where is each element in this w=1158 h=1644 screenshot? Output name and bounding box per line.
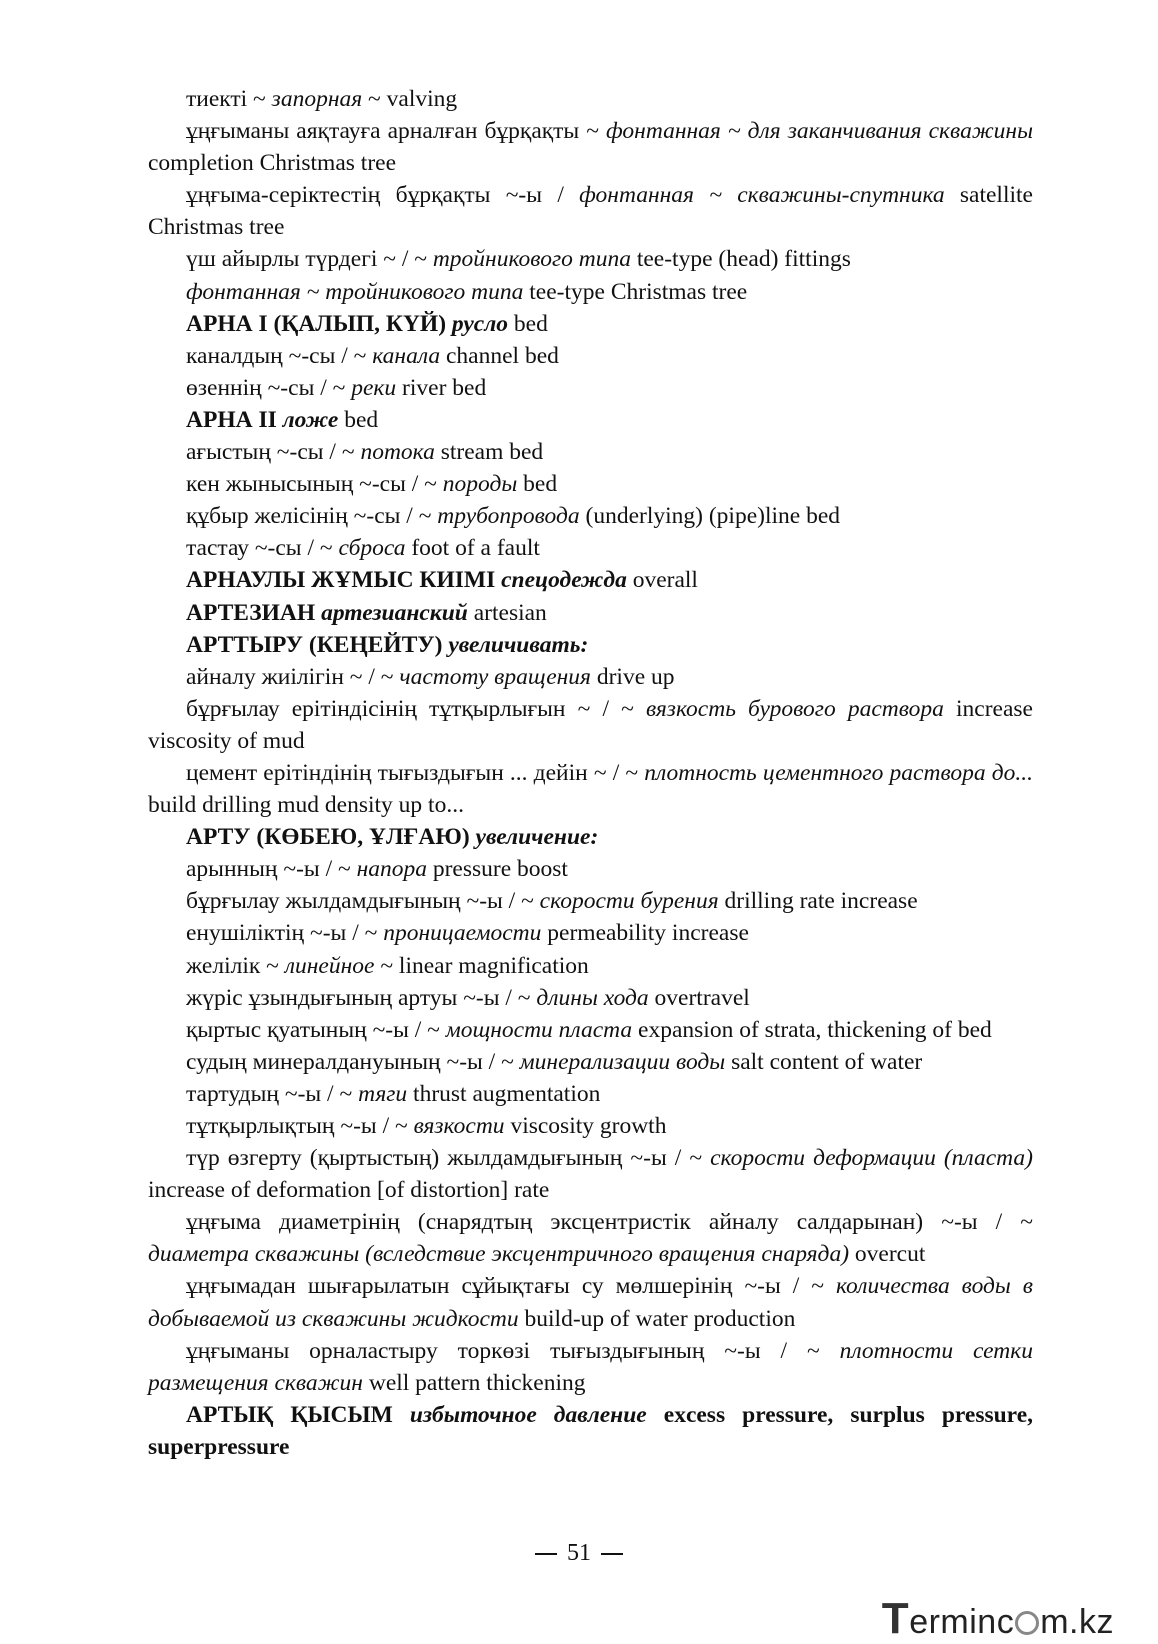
entry-kk-text: судың минералдануының ~-ы / ~ (186, 1048, 520, 1075)
entry-en-text: increase of deformation [of distortion] rate (148, 1177, 550, 1204)
entry-ru-text: тройникового типа (432, 246, 631, 273)
entry-subterm (148, 917, 1033, 949)
entry-kk-text: АРТЫҚ ҚЫСЫМ (186, 1401, 410, 1428)
entry-en-text: bed (508, 310, 548, 337)
entry-kk-text: үш айырлы түрдегі ~ / ~ (186, 246, 433, 273)
entry-en-text: completion Christmas tree (148, 150, 397, 177)
entry-headword (148, 404, 1033, 436)
entry-ru-text: напора (356, 856, 427, 883)
entry-ru-text: минерализации воды (519, 1048, 726, 1075)
entry-kk-text: құбыр желісінің ~-сы / ~ (186, 503, 438, 530)
entry-kk-text: АРНА II (186, 406, 283, 433)
entry-subterm (148, 853, 1033, 885)
entry-ru-text: ложе (282, 406, 339, 433)
entry-en-text: channel bed (440, 342, 559, 369)
entry-kk-text: желілік ~ (186, 952, 285, 979)
entry-subterm (148, 982, 1033, 1014)
entry-en-text: thrust augmentation (407, 1080, 601, 1107)
dictionary-page (148, 83, 1033, 1463)
entry-ru-text: количества воды в добываемой из скважины жидкости (148, 1273, 1033, 1332)
entry-headword (148, 629, 1033, 661)
entry-kk-text: тиекті ~ (186, 86, 272, 112)
entry-headword (148, 1399, 1033, 1463)
entry-ru-text: увеличивать: (448, 631, 589, 658)
entry-en-text: tee-type (head) fittings (630, 246, 851, 273)
entry-ru-text: запорная (271, 86, 363, 112)
entry-kk-text: ұңғымадан шығарылатын сұйықтағы су мөлшерінің ~-ы / ~ (186, 1273, 836, 1300)
entry-en-text: build drilling mud density up to... (148, 792, 464, 819)
entry-ru-text: избыточное давление (409, 1401, 647, 1428)
entry-ru-text: спецодежда (501, 567, 627, 594)
entry-kk-text: қыртыс қуатының ~-ы / ~ (186, 1016, 446, 1043)
entry-ru-text: увеличение: (475, 824, 599, 851)
entry-subterm (148, 1014, 1033, 1046)
entry-subterm (148, 340, 1033, 372)
entry-kk-text: ұңғыма-серіктестің бұрқақты ~-ы / (186, 182, 580, 209)
entry-ru-text: длины хода (536, 984, 649, 1011)
entry-kk-text: енушіліктің ~-ы / ~ (186, 920, 384, 947)
entry-ru-text: плотность цементного раствора до... (644, 759, 1033, 786)
entry-en-text: overcut (849, 1241, 926, 1268)
entry-subterm (148, 1110, 1033, 1142)
entry-subterm (148, 1046, 1033, 1078)
watermark-logo: Terminc m.kz (881, 1594, 1114, 1643)
entry-ru-text: скорости бурения (539, 888, 719, 915)
entry-en-text: tee-type Christmas tree (523, 278, 748, 305)
entry-subterm (148, 885, 1033, 917)
entry-subterm (148, 468, 1033, 500)
entry-subterm (148, 950, 1033, 982)
entry-subterm (148, 243, 1033, 275)
entry-kk-text: тұтқырлықтың ~-ы / ~ (186, 1113, 414, 1139)
entry-en-text: salt content of water (725, 1048, 923, 1075)
entry-kk-text: бұрғылау ерітіндісінің тұтқырлығын ~ / ~ (186, 695, 646, 722)
entry-kk-text: түр өзгерту (қыртыстың) жылдамдығының ~-ы / ~ (186, 1145, 711, 1172)
entry-en-text: expansion of strata, thickening of bed (632, 1016, 992, 1043)
entry-ru-text: диаметра скважины (вследствие эксцентричного вращения снаряда) (148, 1241, 850, 1268)
entry-en-text: ~ valving (362, 86, 458, 112)
entry-en-text: permeability increase (541, 920, 749, 947)
entry-kk-text: айналу жиілігін ~ / ~ (186, 663, 400, 690)
entry-kk-text: АРНА I (ҚАЛЫП, КҮЙ) (186, 310, 452, 337)
entry-ru-text: плотности сетки размещения скважин (148, 1337, 1033, 1396)
entry-en-text: excess pressure, surplus pressure, superpressure (148, 1401, 1033, 1460)
entry-kk-text: ұңғыма диаметрінің (снарядтың эксцентристік айналу салдарынан) ~-ы / ~ (186, 1209, 1033, 1236)
entry-en-text: artesian (467, 599, 547, 626)
entry-subterm (148, 1078, 1033, 1110)
entry-kk-text: АРТУ (КӨБЕЮ, ҰЛҒАЮ) (186, 824, 476, 851)
entry-subterm (148, 115, 1033, 179)
entry-ru-text: скорости деформации (пласта) (710, 1145, 1033, 1172)
entry-en-text: satellite Christmas tree (148, 182, 1033, 241)
entry-ru-text: фонтанная ~ для заканчивания скважины (606, 118, 1034, 145)
watermark-t: T (881, 1594, 910, 1643)
entry-subterm (148, 757, 1033, 821)
entry-ru-text: русло (451, 310, 509, 337)
page-number-dash-left (535, 1553, 557, 1555)
page-number (0, 1540, 1158, 1567)
entry-kk-text: тастау ~-сы / ~ (186, 535, 339, 562)
entry-subterm (148, 1142, 1033, 1206)
entry-ru-text: линейное (284, 952, 375, 979)
entry-ru-text: тяги (358, 1080, 408, 1107)
entry-ru-text: вязкость бурового раствора (645, 695, 944, 722)
entry-ru-text: проницаемости (383, 920, 542, 947)
entry-ru-text: сброса (338, 535, 406, 562)
entry-kk-text: ұңғыманы орналастыру торкөзі тығыздығының ~-ы / ~ (186, 1337, 840, 1364)
entry-kk-text: тартудың ~-ы / ~ (186, 1080, 359, 1107)
entry-ru-text: мощности пласта (445, 1016, 633, 1043)
entry-ru-text: частоту вращения (399, 663, 591, 690)
entry-kk-text: каналдың ~-сы / ~ (186, 342, 373, 369)
entry-kk-text: цемент ерітіндінің тығыздығын ... дейін ~ / ~ (186, 759, 645, 786)
entry-en-text: foot of a fault (405, 535, 540, 562)
entry-kk-text: кен жынысының ~-сы / ~ (186, 471, 443, 498)
entry-subterm (148, 661, 1033, 693)
entry-ru-text: вязкости (413, 1113, 505, 1139)
entry-kk-text: арынның ~-ы / ~ (186, 856, 357, 883)
entry-en-text: (underlying) (pipe)line bed (579, 503, 840, 530)
entry-subterm (148, 500, 1033, 532)
entry-ru-text: породы (442, 471, 518, 498)
entry-kk-text: бұрғылау жылдамдығының ~-ы / ~ (186, 888, 540, 915)
entry-subterm (148, 1270, 1033, 1334)
entry-en-text: stream bed (434, 439, 544, 466)
entry-ru-text: потока (360, 439, 435, 466)
entry-en-text: overtravel (648, 984, 750, 1011)
entry-en-text: drive up (590, 663, 675, 690)
entry-kk-text: ұңғыманы аяқтауға арналған бұрқақты ~ (186, 118, 607, 145)
entry-en-text: well pattern thickening (362, 1369, 586, 1396)
entry-subterm (148, 1335, 1033, 1399)
entry-subterm (148, 276, 1033, 308)
entry-headword (148, 821, 1033, 853)
entry-subterm (148, 693, 1033, 757)
entry-subterm (148, 532, 1033, 564)
entry-en-text: ~ linear magnification (374, 952, 589, 979)
entry-en-text: drilling rate increase (718, 888, 918, 915)
page-number-value: 51 (567, 1540, 591, 1566)
entry-en-text: viscosity growth (504, 1113, 667, 1139)
entry-en-text: build-up of water production (518, 1305, 796, 1332)
entry-kk-text: өзеннің ~-сы / ~ (186, 374, 352, 401)
entry-en-text: river bed (396, 374, 487, 401)
entry-en-text: increase viscosity of mud (148, 695, 1033, 754)
entry-en-text: overall (626, 567, 698, 594)
entry-ru-text: фонтанная ~ скважины-спутника (579, 182, 945, 209)
entry-subterm (148, 1206, 1033, 1270)
entry-headword (148, 308, 1033, 340)
entry-subterm (148, 83, 1033, 115)
entry-kk-text: жүріс ұзындығының артуы ~-ы / ~ (186, 984, 537, 1011)
entry-ru-text: трубопровода (437, 503, 580, 530)
entry-headword (148, 564, 1033, 596)
entry-kk-text: АРНАУЛЫ ЖҰМЫС КИІМІ (186, 567, 502, 594)
entry-en-text: bed (338, 406, 379, 433)
entry-en-text: bed (517, 471, 558, 498)
entry-ru-text: фонтанная ~ тройникового типа (186, 278, 524, 305)
entry-ru-text: реки (351, 374, 397, 401)
entry-headword (148, 597, 1033, 629)
entry-subterm (148, 436, 1033, 468)
magnifier-icon (1015, 1611, 1039, 1635)
entry-kk-text: АРТЕЗИАН (186, 599, 322, 626)
entry-ru-text: артезианский (321, 599, 468, 626)
entry-subterm (148, 372, 1033, 404)
page-number-dash-right (601, 1553, 623, 1555)
entry-en-text: pressure boost (426, 856, 568, 883)
entry-subterm (148, 179, 1033, 243)
entry-ru-text: канала (372, 342, 441, 369)
entry-kk-text: АРТТЫРУ (КЕҢЕЙТУ) (186, 631, 449, 658)
entry-kk-text: ағыстың ~-сы / ~ (186, 439, 361, 466)
